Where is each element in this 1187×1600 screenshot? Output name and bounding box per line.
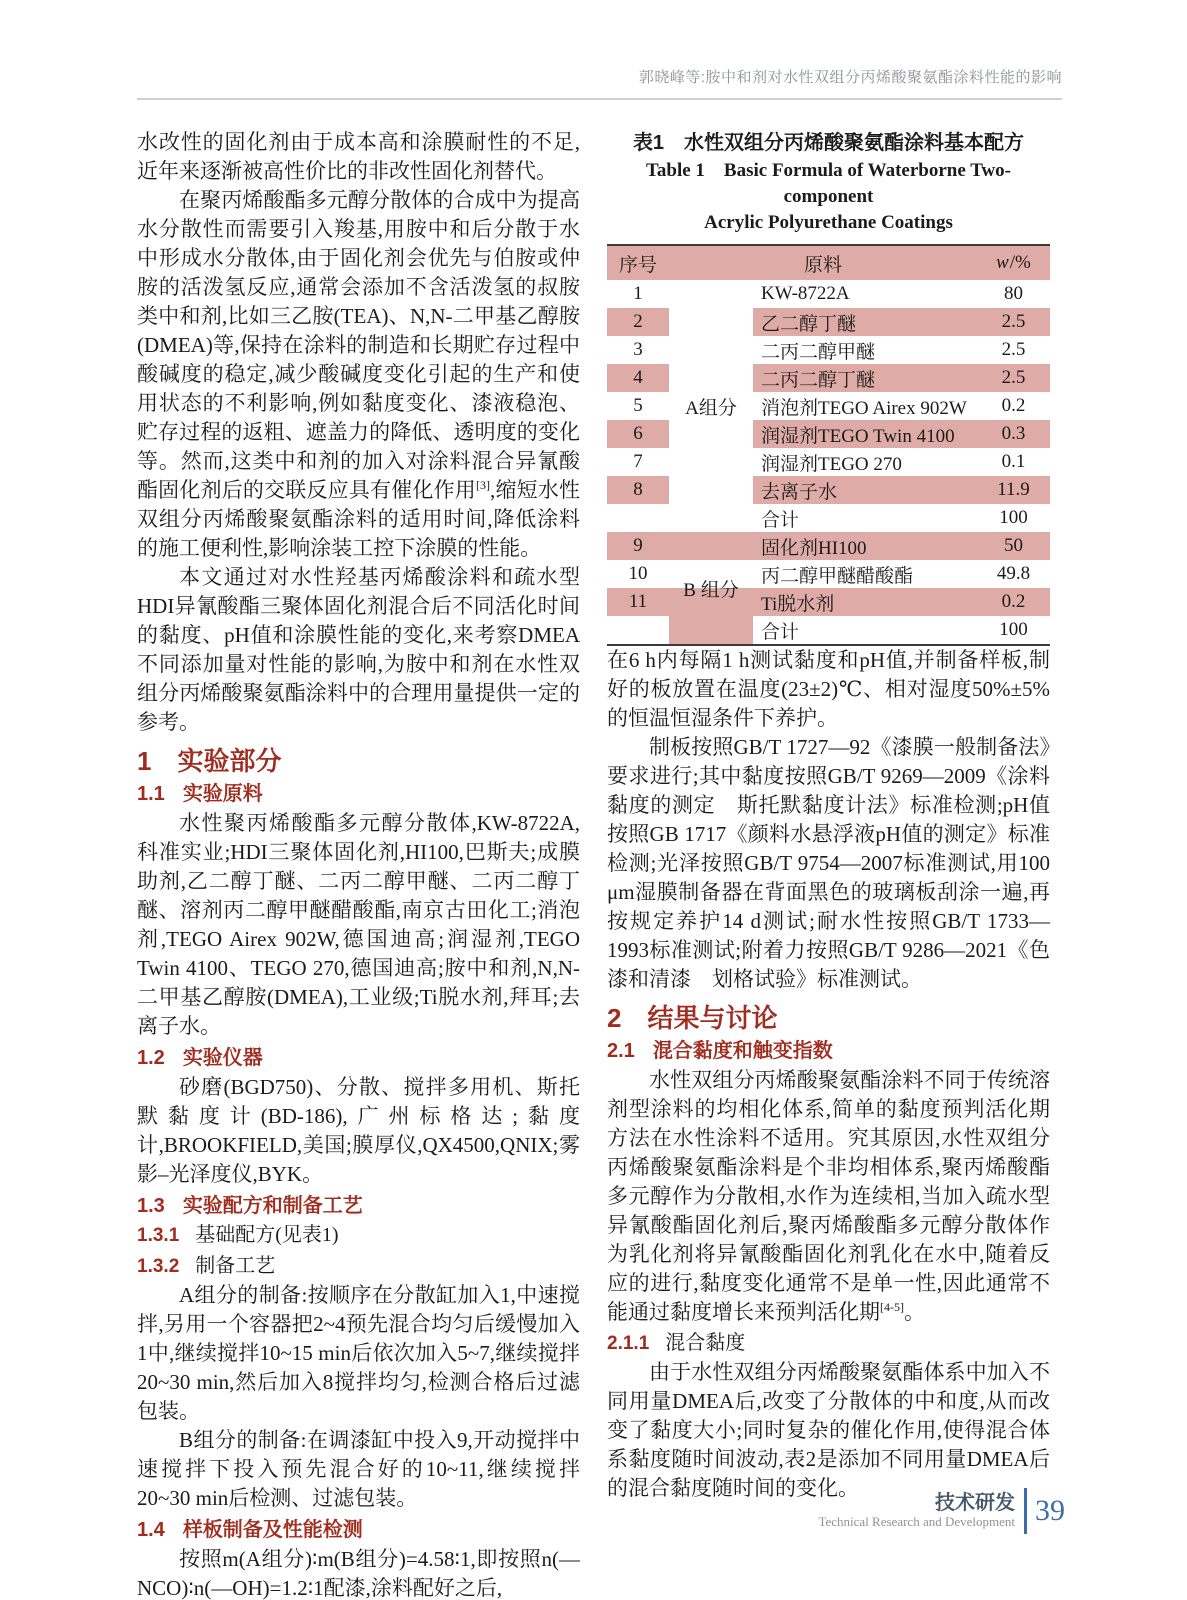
- table-cell-weight: 2.5: [977, 364, 1050, 392]
- table-cell-group: [669, 392, 753, 420]
- table-cell-group: [669, 364, 753, 392]
- paragraph-text: 。: [904, 1300, 925, 1324]
- table-cell-seq: 7: [633, 451, 643, 472]
- heading-title: 实验配方和制备工艺: [182, 1195, 363, 1217]
- left-column: [137, 128, 580, 1600]
- table-cell-weight: 0.1: [1001, 451, 1026, 472]
- table-cell-weight: 100: [999, 507, 1028, 528]
- table-cell-seq: [607, 504, 669, 532]
- footer-section-en: Technical Research and Development: [818, 1514, 1015, 1529]
- paragraph: 按照m(A组分)∶m(B组分)=4.58∶1,即按照n(—NCO)∶n(—OH)=1.2∶1配漆,涂料配好之后,: [137, 1547, 580, 1600]
- right-column: [607, 128, 1050, 1600]
- table-cell-material: 去离子水: [753, 476, 977, 504]
- heading-number: 1.3: [137, 1195, 165, 1217]
- paragraph: 制板按照GB/T 1727—92《漆膜一般制备法》要求进行;其中黏度按照GB/T 9269—2009《涂料黏度的测定 斯托默黏度计法》标准检测;pH值按照GB 1717《颜料水悬浮液pH值的测定》标准检测;光泽按照GB/T 9754—2007标准测试,用100 μm湿膜制备器在背面黑色的玻璃板刮涂一遍,再按规定养护14 d测试;耐水性按照GB/T 1733—1993标准测试;附着力按照GB/T 9286—2021《色漆和清漆 划格试验》标准测试。: [607, 735, 1050, 991]
- table-cell-group: [669, 420, 753, 448]
- section-heading-1-3: [137, 1193, 580, 1219]
- heading-title: 样板制备及性能检测: [182, 1519, 363, 1541]
- table-header-row: [607, 246, 1050, 280]
- heading-title: 实验仪器: [182, 1047, 263, 1069]
- table-cell-seq: 11: [607, 588, 669, 616]
- table-caption-en: Acrylic Polyurethane Coatings: [704, 212, 953, 233]
- table-cell-material: 合计: [761, 621, 800, 643]
- table-cell-weight: 2.5: [977, 308, 1050, 336]
- paragraph-text: ,缩短水性双组分丙烯酸聚氨酯涂料的适用时间,降低涂料的施工便利性,影响涂装工控下涂膜的性能。: [137, 478, 580, 560]
- table-cell-group: [669, 476, 753, 504]
- heading-number: 1: [137, 746, 152, 776]
- heading-number: 2.1: [607, 1040, 635, 1062]
- table-header-weight: [977, 246, 1050, 280]
- table-cell-material: 固化剂HI100: [753, 532, 977, 560]
- table-cell-weight: 0.2: [1001, 395, 1026, 416]
- heading-number: 1.3.2: [137, 1256, 180, 1277]
- running-title: 郭晓峰等:胺中和剂对水性双组分丙烯酸聚氨酯涂料性能的影响: [638, 69, 1062, 86]
- heading-title: 结果与讨论: [647, 1003, 778, 1033]
- table-caption-en: Table 1 Basic Formula of Waterborne Two-component: [645, 160, 1012, 207]
- table-header-material: 原料: [803, 254, 842, 276]
- table-cell-seq: 9: [607, 532, 669, 560]
- section-heading-2: [607, 1004, 1050, 1032]
- paragraph: A组分的制备:按顺序在分散缸加入1,中速搅拌,另用一个容器把2~4预先混合均匀后缓慢加入1中,继续搅拌10~15 min后依次加入5~7,继续搅拌20~30 min,然后加入8搅拌均匀,检测合格后过滤包装。: [137, 1283, 580, 1423]
- weight-unit: /%: [1009, 252, 1031, 273]
- table-cell-material: 润湿剂TEGO Twin 4100: [753, 420, 977, 448]
- paragraph: B组分的制备:在调漆缸中投入9,开动搅拌中速搅拌下投入预先混合好的10~11,继续搅拌20~30 min后检测、过滤包装。: [137, 1428, 580, 1510]
- paragraph: 砂磨(BGD750)、分散、搅拌多用机、斯托默黏度计(BD-186),广州标格达;黏度计,BROOKFIELD,美国;膜厚仪,QX4500,QNIX;雾影–光泽度仪,BYK。: [137, 1075, 580, 1186]
- table-row-subtotal: [607, 504, 1050, 532]
- heading-title: 混合黏度: [665, 1332, 746, 1354]
- table-cell-weight: 80: [1004, 283, 1023, 304]
- table-row: [607, 392, 1050, 420]
- table-cell-seq: 4: [607, 364, 669, 392]
- heading-number: 1.2: [137, 1047, 165, 1069]
- table-cell-weight: 2.5: [1001, 339, 1026, 360]
- heading-title: 制备工艺: [195, 1255, 276, 1277]
- table-row: [607, 420, 1050, 448]
- table-cell-weight: 0.3: [977, 420, 1050, 448]
- table-row: [607, 280, 1050, 308]
- section-heading-2-1: [607, 1038, 1050, 1064]
- table-cell-seq: 6: [607, 420, 669, 448]
- paragraph: 水性聚丙烯酸酯多元醇分散体,KW-8722A,科准实业;HDI三聚体固化剂,HI100,巴斯夫;成膜助剂,乙二醇丁醚、二丙二醇甲醚、二丙二醇丁醚、溶剂丙二醇甲醚醋酸酯,南京古田化工;消泡剂,TEGO Airex 902W,德国迪高;润湿剂,TEGO Twin 4100、TEGO 270,德国迪高;胺中和剂,N,N-二甲基乙醇胺(DMEA),工业级;Ti脱水剂,拜耳;去离子水。: [137, 811, 580, 1038]
- table-cell-seq: 2: [607, 308, 669, 336]
- table-cell-seq: 8: [607, 476, 669, 504]
- section-heading-1-4: [137, 1517, 580, 1543]
- heading-number: 2.1.1: [607, 1333, 650, 1354]
- page-footer: [818, 1488, 1065, 1534]
- table-cell-group: [669, 588, 753, 616]
- running-head: [137, 66, 1062, 100]
- table-cell-group: [669, 504, 753, 532]
- heading-title: 混合黏度和触变指数: [652, 1040, 833, 1062]
- table-cell-weight: 100: [999, 619, 1028, 640]
- table-cell-group: [669, 532, 753, 560]
- heading-number: 2: [607, 1003, 622, 1033]
- heading-title: 基础配方(见表1): [195, 1224, 339, 1246]
- heading-number: 1.4: [137, 1519, 165, 1541]
- table-row: [607, 588, 1050, 616]
- footer-section-zh: 技术研发: [935, 1492, 1015, 1514]
- table-caption-zh: 表1 水性双组分丙烯酸聚氨酯涂料基本配方: [632, 132, 1025, 154]
- paragraph-text: 在聚丙烯酸酯多元醇分散体的合成中为提高水分散性而需要引入羧基,用胺中和后分散于水中形成水分散体,由于固化剂会优先与伯胺或仲胺的活泼氢反应,通常会添加不含活泼氢的叔胺类中和剂,比如三乙胺(TEA)、N,N-二甲基乙醇胺(DMEA)等,保持在涂料的制造和长期贮存过程中酸碱度的稳定,减少酸碱度变化引起的生产和使用状态的不利影响,例如黏度变化、漆液稳泡、贮存过程的返粗、遮盖力的降低、透明度的变化等。然而,这类中和剂的加入对涂料混合异氰酸酯固化剂后的交联反应具有催化作用: [137, 188, 580, 502]
- table-cell-seq: 5: [633, 395, 643, 416]
- table-cell-material: 二丙二醇丁醚: [753, 364, 977, 392]
- table-cell-material: 丙二醇甲醚醋酸酯: [761, 565, 914, 587]
- table-row: [607, 364, 1050, 392]
- section-heading-1-3-2: [137, 1252, 580, 1281]
- paragraph-text: 水性双组分丙烯酸聚氨酯涂料不同于传统溶剂型涂料的均相化体系,简单的黏度预判活化期方法在水性涂料不适用。究其原因,水性双组分丙烯酸聚氨酯涂料是个非均相体系,聚丙烯酸酯多元醇作为分散相,水作为连续相,当加入疏水型异氰酸酯固化剂后,聚丙烯酸酯多元醇分散体作为乳化剂将异氰酸酯固化剂乳化在水中,随着反应的进行,黏度变化通常不是单一性,因此通常不能通过黏度增长来预判活化期: [607, 1068, 1050, 1324]
- paragraph: [137, 186, 580, 563]
- paragraph: 在6 h内每隔1 h测试黏度和pH值,并制备样板,制好的板放置在温度(23±2)℃、相对湿度50%±5%的恒温恒湿条件下养护。: [607, 648, 1050, 730]
- paragraph: 水改性的固化剂由于成本高和涂膜耐性的不足,近年来逐渐被高性价比的非改性固化剂替代。: [137, 130, 580, 183]
- section-heading-1-2: [137, 1045, 580, 1071]
- table-cell-weight: 11.9: [977, 476, 1050, 504]
- heading-number: 1.1: [137, 783, 165, 805]
- table-cell-weight: 49.8: [996, 563, 1031, 584]
- table-row-subtotal: [607, 616, 1050, 644]
- table-1: [607, 244, 1050, 646]
- table-row: [607, 476, 1050, 504]
- table-group-label-a: A组分: [685, 397, 737, 419]
- table-cell-material: KW-8722A: [761, 283, 850, 304]
- table-cell-group: [669, 560, 753, 588]
- citation-ref: [4-5]: [880, 1300, 904, 1314]
- heading-number: 1.3.1: [137, 1225, 180, 1246]
- section-heading-1-3-1: [137, 1221, 580, 1250]
- section-heading-2-1-1: [607, 1329, 1050, 1358]
- table-cell-group: [669, 448, 753, 476]
- table-cell-weight: 0.2: [977, 588, 1050, 616]
- table-row: [607, 448, 1050, 476]
- table-cell-material: 润湿剂TEGO 270: [761, 453, 902, 475]
- table-cell-weight: 50: [977, 532, 1050, 560]
- table-cell-material: Ti脱水剂: [753, 588, 977, 616]
- table-cell-group: [669, 616, 753, 644]
- heading-title: 实验部分: [177, 746, 282, 776]
- table-row: [607, 336, 1050, 364]
- table-row: [607, 532, 1050, 560]
- citation-ref: [3]: [476, 478, 490, 492]
- table-cell-seq: [607, 616, 669, 644]
- paragraph: 由于水性双组分丙烯酸聚氨酯体系中加入不同用量DMEA后,改变了分散体的中和度,从而改变了黏度大小;同时复杂的催化作用,使得混合体系黏度随时间波动,表2是添加不同用量DMEA后的混合黏度随时间的变化。: [607, 1360, 1050, 1500]
- table-cell-material: 二丙二醇甲醚: [761, 341, 876, 363]
- table-cell-material: 合计: [761, 509, 800, 531]
- paragraph: 本文通过对水性羟基丙烯酸涂料和疏水型HDI异氰酸酯三聚体固化剂混合后不同活化时间的黏度、pH值和涂膜性能的变化,来考察DMEA不同添加量对性能的影响,为胺中和剂在水性双组分丙烯酸聚氨酯涂料中的合理用量提供一定的参考。: [137, 565, 580, 734]
- table-row: [607, 560, 1050, 588]
- table-cell-material: 消泡剂TEGO Airex 902W: [761, 397, 967, 419]
- section-heading-1-1: [137, 781, 580, 807]
- page-content: [137, 128, 1050, 1600]
- table-group-label-b: B 组分: [683, 579, 739, 601]
- table-header-seq: 序号: [618, 254, 657, 276]
- table-cell-material: 乙二醇丁醚: [753, 308, 977, 336]
- footer-divider: [1024, 1488, 1027, 1534]
- table-cell-group: [669, 336, 753, 364]
- weight-symbol: w: [996, 252, 1009, 273]
- footer-page-number: 39: [1035, 1494, 1065, 1527]
- table-cell-seq: 3: [633, 339, 643, 360]
- table-cell-seq: 1: [633, 283, 643, 304]
- table-cell-seq: 10: [628, 563, 648, 584]
- section-heading-1: [137, 747, 580, 775]
- table-row: [607, 308, 1050, 336]
- footer-section: [818, 1492, 1015, 1530]
- table-cell-group: [669, 308, 753, 336]
- paragraph: [607, 1066, 1050, 1327]
- heading-title: 实验原料: [182, 783, 263, 805]
- table-cell-group: [669, 280, 753, 308]
